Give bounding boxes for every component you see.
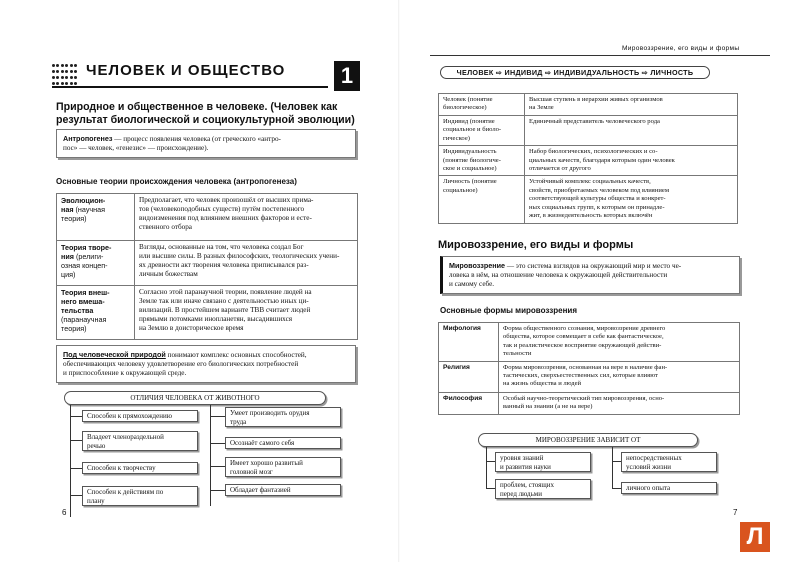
chapter-title: ЧЕЛОВЕК И ОБЩЕСТВО [86,62,286,79]
form-description: Форма общественного сознания, мировоззрение древнего общества, которое совмещает в себе как фантастическое, так и реалистическое восприятие окружающей действи- тельности [499,323,740,362]
definition-text: ловека в нём, на отношение человека к окружающей действительности [449,271,668,279]
definition-term: Под человеческой природой [63,350,166,359]
form-description: Особый научно-теоретический тип мировоззрения, осно- ванный на знании (а не на вере) [499,392,740,414]
forms-title: Основные формы мировоззрения [440,306,577,315]
definition-term: Мировоззрение [449,261,506,270]
table-row [57,194,358,241]
definition-text: и приспособление к окружающей среде. [63,369,187,377]
definition-text: — это система взглядов на окружающий мир и место че- [505,262,682,270]
development-chain: ЧЕЛОВЕК ⇨ ИНДИВИД ⇨ ИНДИВИДУАЛЬНОСТЬ ⇨ ЛИЧНОСТЬ [440,66,710,79]
page-number: 6 [62,508,67,517]
difference-box: Обладает фантазией [225,484,341,496]
term-name: Индивидуальность (понятие биологиче- ское и социальное) [439,146,525,176]
form-name: Мифология [439,323,499,362]
definition-term: Антропогенез [63,134,113,143]
theory-name: Эволюцион- ная (научная теория) [57,194,135,241]
difference-box: Умеет производить орудия труда [225,407,341,427]
difference-box: Способен к действиям по плану [82,486,198,506]
definition-text: понимают комплекс основных способностей, [165,351,307,359]
antropogenez-definition [56,129,356,158]
section-title: Природное и общественное в человеке. (Человек как результат биологической и социокультурной эволюции) [56,101,355,126]
difference-box: Имеет хорошо развитый головной мозг [225,457,341,477]
running-header: Мировоззрение, его виды и формы [622,45,740,52]
term-name: Индивид (понятие социальное и биоло- гическое) [439,116,525,146]
theory-name: Теория творе- ния (религи- озная концеп- ция) [57,241,135,286]
terms-table [438,93,738,224]
table-row [439,361,740,392]
differences-diagram-title: ОТЛИЧИЯ ЧЕЛОВЕКА ОТ ЖИВОТНОГО [64,391,326,405]
depends-box: личного опыта [621,482,717,494]
term-name: Человек (понятие биологическое) [439,94,525,116]
chapter-underline [52,86,328,88]
depends-box: проблем, стоящих перед людьми [495,479,591,499]
header-rule [430,55,770,56]
difference-box: Способен к творчеству [82,462,198,474]
term-name: Личность (понятие социальное) [439,176,525,224]
table-row [57,241,358,286]
table-row [439,146,738,176]
theories-table [56,193,358,340]
table-row [439,116,738,146]
worldview-definition [440,256,740,294]
difference-box: Осознаёт самого себя [225,437,341,449]
difference-box: Способен к прямохождению [82,410,198,422]
right-page [400,0,800,562]
publisher-logo: Л [740,522,770,552]
connector-line [486,447,487,489]
term-description: Устойчивый комплекс социальных качеств, свойств, приобретаемых человеком под влиянием соответствующей культуры общества и конкрет- ных социальных групп, к которым он принадле- жит, в жизнедеятельность которых включён [525,176,738,224]
human-nature-definition [56,345,356,383]
definition-text: и самому себе. [449,280,495,288]
form-description: Форма мировоззрения, основанная на вере в наличие фан- тастических, сверхъестественных сил, которые влияют на жизнь общества и людей [499,361,740,392]
definition-text: обеспечивающих человеку удовлетворение его биологических потребностей [63,360,299,368]
page-number: 7 [733,508,738,517]
term-description: Набор биологических, психологических и со- циальных качеств, благодаря которым один человек отличается от другого [525,146,738,176]
theory-description: Согласно этой паранаучной теории, появление людей на Земле так или иначе связано с деятельностью иных ци- вилизаций. В простейшем варианте ТВВ считает людей прямыми потомками инопланетян, высадившихся на Землю в доисторическое время [135,286,358,340]
term-description: Высшая ступень в иерархии живых организмов на Земле [525,94,738,116]
definition-text: пос» — человек, «генезис» — происхождение). [63,144,209,152]
table-row [439,176,738,224]
theory-description: Взгляды, основанные на том, что человека создал Бог или высшие силы. В разных философских, теологических учени- ях древности акт творения человека приписывался раз- личным божествам [135,241,358,286]
definition-text: — процесс появления человека (от греческого «антро- [112,135,281,143]
table-row [439,392,740,414]
form-name: Религия [439,361,499,392]
chapter-number: 1 [334,61,360,91]
worldview-section-title: Мировоззрение, его виды и формы [438,239,634,251]
depends-box: уровня знаний и развития науки [495,452,591,472]
difference-box: Владеет членораздельной речью [82,431,198,451]
theories-title: Основные теории происхождения человека (антропогенеза) [56,177,297,186]
table-row [439,323,740,362]
theory-name: Теория внеш- него вмеша- тельства (паранаучная теория) [57,286,135,340]
theory-description: Предполагает, что человек произошёл от высших прима- тов (человекоподобных существ) путём постепенного видоизменения под влиянием внешних факторов и есте- ственного отбора [135,194,358,241]
dots-ornament [52,64,78,86]
depends-box: непосредственных условий жизни [621,452,717,472]
term-description: Единичный представитель человеческого рода [525,116,738,146]
connector-line [70,405,71,517]
worldview-forms-table [438,322,740,415]
table-row [57,286,358,340]
connector-line [612,447,613,489]
depends-diagram-title: МИРОВОЗЗРЕНИЕ ЗАВИСИТ ОТ [478,433,698,447]
form-name: Философия [439,392,499,414]
table-row [439,94,738,116]
